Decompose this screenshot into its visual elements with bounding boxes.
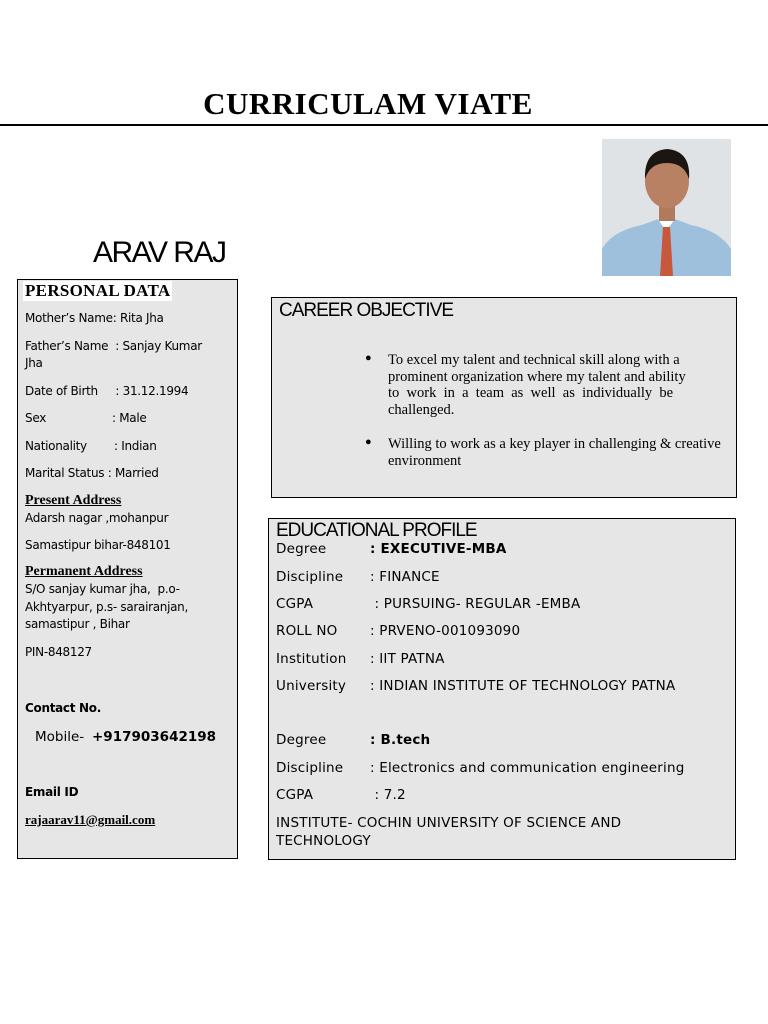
edu-row-cgpa-btech: [276, 787, 406, 803]
sex-value: : Male: [112, 411, 147, 425]
contact-heading: Contact No.: [25, 701, 102, 715]
marital-status: Marital Status : Married: [25, 466, 159, 480]
edu-row-discipline: [276, 569, 440, 585]
objective-2-line1: Willing to work as a key player in challenging & creative: [388, 436, 721, 452]
edu-row-university: [276, 678, 675, 694]
email-heading: Email ID: [25, 785, 79, 799]
permanent-address-line3: samastipur , Bihar: [25, 617, 130, 631]
sex-label: Sex: [25, 411, 46, 425]
present-address-line2: Samastipur bihar-848101: [25, 538, 171, 552]
edu-value: : IIT PATNA: [370, 651, 445, 667]
permanent-address-line2: Akhtyarpur, p.s- sarairanjan,: [25, 600, 188, 614]
candidate-name: ARAV RAJ: [93, 236, 226, 269]
edu-label: Institution: [276, 651, 347, 667]
edu-value: : PURSUING- REGULAR -EMBA: [370, 596, 581, 612]
bullet-icon: ●: [365, 436, 372, 448]
edu-row-degree: [276, 541, 507, 557]
pin-code: PIN-848127: [25, 645, 92, 659]
nationality-label: Nationality: [25, 439, 87, 453]
edu-row-institution: [276, 651, 445, 667]
objective-bullet-1: [388, 352, 706, 418]
profile-photo: [602, 139, 731, 276]
edu-label: University: [276, 678, 347, 694]
objective-bullet-2: [388, 436, 737, 469]
edu-label: Degree: [276, 541, 327, 557]
date-of-birth: Date of Birth : 31.12.1994: [25, 384, 189, 398]
present-address-heading: Present Address: [25, 493, 122, 508]
objective-2-line2: environment: [388, 452, 462, 469]
edu-value: : PRVENO-001093090: [370, 623, 521, 639]
permanent-address-heading: Permanent Address: [25, 564, 143, 579]
bullet-icon: ●: [365, 352, 372, 364]
title-rule: [0, 124, 768, 126]
present-address-line1: Adarsh nagar ,mohanpur: [25, 511, 169, 525]
mobile-label: Mobile-: [35, 729, 85, 745]
edu-label: Degree: [276, 732, 327, 748]
objective-1-line1: To excel my talent and technical skill along with a: [388, 352, 680, 368]
edu-value: : FINANCE: [370, 569, 440, 585]
edu-label: Discipline: [276, 569, 344, 585]
mobile-number[interactable]: +917903642198: [92, 729, 217, 745]
edu-label: CGPA: [276, 787, 314, 803]
person-photo-icon: [602, 139, 731, 276]
permanent-address-line1: S/O sanjay kumar jha, p.o-: [25, 582, 180, 596]
edu-value: : 7.2: [370, 787, 406, 803]
personal-data-heading: PERSONAL DATA: [25, 281, 171, 300]
mother-name: Mother’s Name: Rita Jha: [25, 311, 164, 325]
edu-row-cgpa: [276, 596, 580, 612]
father-name-cont: Jha: [25, 356, 43, 370]
edu-institute-line1: INSTITUTE- COCHIN UNIVERSITY OF SCIENCE AND: [276, 815, 622, 831]
email-link[interactable]: rajaarav11@gmail.com: [25, 812, 156, 827]
career-objective-heading: CAREER OBJECTIVE: [279, 300, 454, 321]
objective-1-line2: prominent organization where my talent and ability: [388, 368, 686, 385]
document-title: CURRICULAM VIATE: [203, 86, 533, 121]
edu-label: CGPA: [276, 596, 314, 612]
edu-value: : EXECUTIVE-MBA: [370, 541, 507, 557]
edu-institute-line2: TECHNOLOGY: [276, 833, 371, 849]
edu-value: : INDIAN INSTITUTE OF TECHNOLOGY PATNA: [370, 678, 676, 694]
edu-row-roll-no: [276, 623, 520, 639]
father-name: Father’s Name : Sanjay Kumar: [25, 339, 202, 353]
edu-value: : B.tech: [370, 732, 431, 748]
educational-profile-heading: EDUCATIONAL PROFILE: [276, 520, 477, 541]
edu-value: : Electronics and communication engineering: [370, 760, 685, 776]
objective-1-line4: challenged.: [388, 401, 455, 418]
edu-row-degree-btech: [276, 732, 430, 748]
edu-row-discipline-btech: [276, 760, 684, 776]
edu-label: Discipline: [276, 760, 344, 776]
objective-1-line3: to work in a team as well as individually be: [388, 385, 674, 401]
edu-label: ROLL NO: [276, 623, 338, 639]
nationality-value: : Indian: [114, 439, 157, 453]
